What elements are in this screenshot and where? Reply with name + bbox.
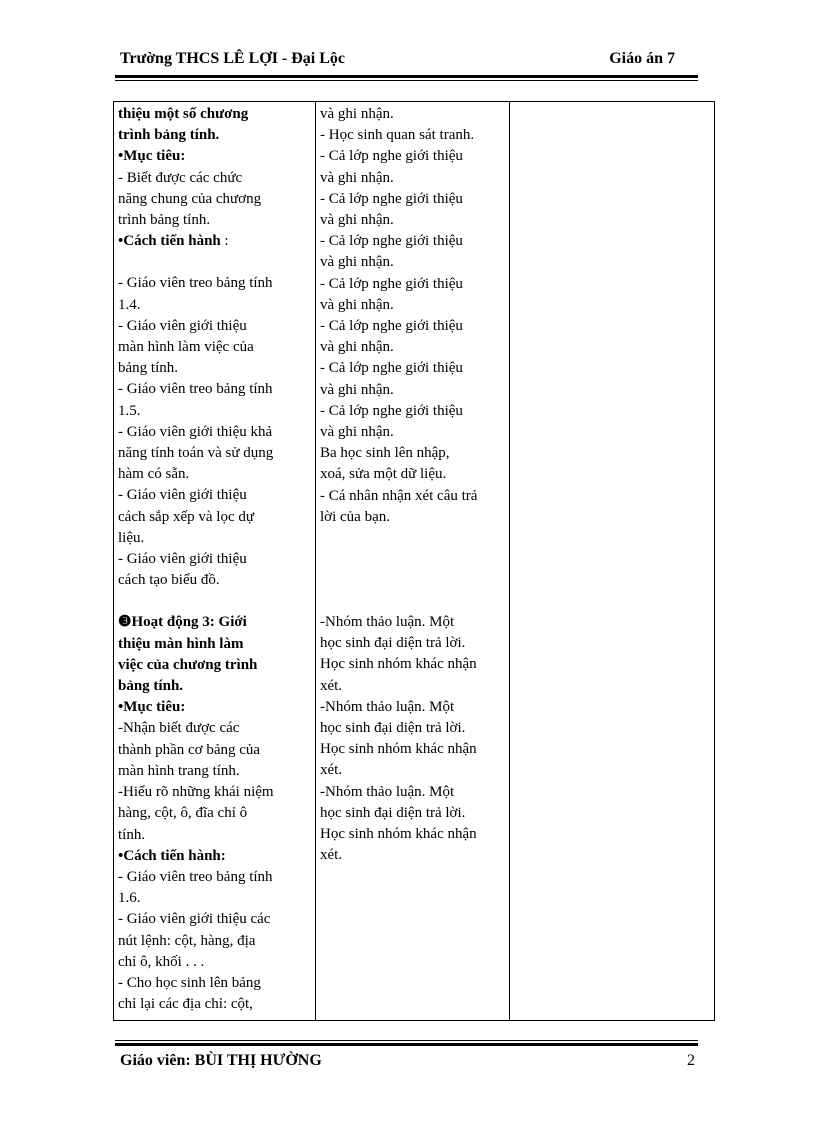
line-text: chỉ lại các địa chỉ: cột, (118, 996, 253, 1013)
text-line (118, 528, 311, 549)
line-text: và ghi nhận. (320, 381, 394, 398)
lesson-table (113, 101, 715, 1021)
line-text: liệu. (118, 529, 145, 546)
page-footer (120, 1052, 695, 1074)
text-line (320, 443, 505, 464)
text-line (118, 146, 311, 167)
text-line (118, 316, 311, 337)
line-text: •Mục tiêu: (118, 699, 186, 716)
text-line (320, 697, 505, 718)
line-text: bảng tính. (118, 678, 184, 695)
line-text: •Cách tiến hành: (118, 847, 226, 864)
text-line (118, 464, 311, 485)
footer-rule-thin (115, 1040, 698, 1041)
line-text: Học sinh nhóm khác nhận (320, 741, 477, 758)
text-line (320, 845, 505, 866)
text-line (320, 104, 505, 125)
line-text: - Giáo viên giới thiệu khả (118, 423, 273, 440)
blank-line (320, 570, 505, 591)
text-line (118, 443, 311, 464)
header-rule-thin (115, 80, 698, 81)
text-line (320, 507, 505, 528)
teacher-activity-list (118, 104, 311, 1015)
line-text: cách sắp xếp và lọc dự (118, 508, 254, 525)
line-text: và ghi nhận. (320, 424, 394, 441)
line-text: học sinh đại diện trả lời. (320, 720, 466, 737)
line-text: trình bảng tính. (118, 212, 211, 229)
text-line (320, 464, 505, 485)
text-line (320, 358, 505, 379)
text-line (118, 909, 311, 930)
line-text: thành phần cơ bảng của (118, 741, 261, 758)
line-text: - Giáo viên giới thiệu các (118, 911, 271, 928)
text-line (320, 718, 505, 739)
text-line (320, 295, 505, 316)
line-text: -Nhóm thảo luận. Một (320, 698, 455, 715)
line-text: học sinh đại diện trả lời. (320, 635, 466, 652)
text-line (118, 994, 311, 1015)
line-text: -Hiểu rõ những khái niệm (118, 784, 274, 801)
line-text: - Cả lớp nghe giới thiệu (320, 190, 463, 207)
line-text: xét. (320, 677, 343, 694)
line-text: -Nhận biết được các (118, 720, 240, 737)
line-text: ❸Hoạt động 3: Giới (118, 614, 247, 631)
line-text: - Cả lớp nghe giới thiệu (320, 233, 463, 250)
text-line (320, 337, 505, 358)
text-line (118, 231, 311, 252)
line-text: 1.5. (118, 402, 141, 419)
line-text: hàng, cột, ô, đĩa chỉ ô (118, 805, 248, 822)
text-line (118, 825, 311, 846)
line-suffix: : (220, 233, 229, 250)
line-text: hàm có sẵn. (118, 466, 190, 483)
text-line (118, 125, 311, 146)
text-line (118, 718, 311, 739)
line-text: năng tính toán và sử dụng (118, 445, 274, 462)
text-line (118, 337, 311, 358)
text-line (118, 570, 311, 591)
line-text: màn hình trang tính. (118, 762, 240, 779)
line-text: Ba học sinh lên nhập, (320, 445, 450, 462)
text-line (320, 824, 505, 845)
text-line (118, 189, 311, 210)
text-line (320, 486, 505, 507)
text-line (118, 507, 311, 528)
line-text: và ghi nhận. (320, 254, 394, 271)
text-line (320, 676, 505, 697)
blank-line (118, 591, 311, 612)
text-line (118, 846, 311, 867)
text-line (118, 973, 311, 994)
page-header (120, 50, 675, 72)
line-text: - Cả lớp nghe giới thiệu (320, 360, 463, 377)
text-line (118, 931, 311, 952)
line-text: - Giáo viên giới thiệu (118, 551, 247, 568)
text-line (320, 189, 505, 210)
line-text: -Nhóm thảo luận. Một (320, 783, 455, 800)
text-line (320, 612, 505, 633)
text-line (118, 379, 311, 400)
text-line (320, 168, 505, 189)
line-text: cách tạo biểu đồ. (118, 572, 220, 589)
text-line (118, 401, 311, 422)
line-text: - Cả lớp nghe giới thiệu (320, 402, 463, 419)
line-text: màn hình làm việc của (118, 339, 254, 356)
blank-line (320, 549, 505, 570)
line-text: - Giáo viên treo bảng tính (118, 275, 273, 292)
document-subject: Giáo án 7 (609, 50, 675, 67)
text-line (320, 803, 505, 824)
line-text: việc của chương trình (118, 656, 258, 673)
text-line (118, 273, 311, 294)
text-line (118, 422, 311, 443)
text-line (320, 633, 505, 654)
header-rule-thick (115, 75, 698, 78)
text-line (320, 231, 505, 252)
line-text: thiệu một số chương (118, 106, 249, 122)
line-text: thiệu màn hình làm (118, 635, 244, 652)
line-text: và ghi nhận. (320, 169, 394, 186)
line-text: - Giáo viên treo bảng tính (118, 868, 273, 885)
text-line (118, 952, 311, 973)
line-text: Học sinh nhóm khác nhận (320, 826, 477, 843)
text-line (320, 760, 505, 781)
text-line (118, 358, 311, 379)
text-line (118, 612, 311, 633)
line-text: xét. (320, 762, 343, 779)
student-activity-cell (316, 102, 510, 1021)
text-line (118, 761, 311, 782)
blank-line (320, 528, 505, 549)
line-text: Học sinh nhóm khác nhận (320, 656, 477, 673)
text-line (118, 634, 311, 655)
text-line (118, 888, 311, 909)
teacher-name: Giáo viên: BÙI THỊ HƯỜNG (120, 1052, 322, 1069)
line-text: - Cả lớp nghe giới thiệu (320, 148, 463, 165)
blank-line (320, 591, 505, 612)
line-text: tính. (118, 826, 146, 843)
line-text: •Cách tiến hành (118, 233, 221, 250)
line-text: 1.4. (118, 296, 141, 313)
text-line (320, 316, 505, 337)
text-line (118, 803, 311, 824)
text-line (320, 401, 505, 422)
line-text: trình bảng tính. (118, 127, 220, 144)
teacher-activity-cell (114, 102, 316, 1021)
line-text: và ghi nhận. (320, 106, 394, 122)
line-text: -Nhóm thảo luận. Một (320, 614, 455, 631)
text-line (320, 146, 505, 167)
blank-line (118, 252, 311, 273)
text-line (118, 676, 311, 697)
text-line (118, 549, 311, 570)
text-line (320, 125, 505, 146)
text-line (118, 210, 311, 231)
line-text: chỉ ô, khối . . . (118, 953, 205, 970)
text-line (118, 104, 311, 125)
page-number: 2 (687, 1052, 695, 1069)
line-text: - Cho học sinh lên bảng (118, 974, 261, 991)
line-text: - Cá nhân nhận xét câu trả (320, 487, 478, 504)
text-line (118, 697, 311, 718)
line-text: - Giáo viên giới thiệu (118, 317, 247, 334)
text-line (320, 380, 505, 401)
text-line (118, 782, 311, 803)
table-row (114, 102, 715, 1021)
text-line (320, 252, 505, 273)
line-text: nút lệnh: cột, hàng, địa (118, 932, 256, 949)
line-text: bảng tính. (118, 360, 178, 377)
text-line (320, 654, 505, 675)
text-line (320, 210, 505, 231)
line-text: và ghi nhận. (320, 296, 394, 313)
line-text: - Cả lớp nghe giới thiệu (320, 318, 463, 335)
line-text: xoá, sửa một dữ liệu. (320, 466, 447, 483)
line-text: lời của bạn. (320, 508, 390, 525)
text-line (118, 740, 311, 761)
line-text: - Cả lớp nghe giới thiệu (320, 275, 463, 292)
text-line (118, 485, 311, 506)
line-text: - Giáo viên giới thiệu (118, 487, 247, 504)
text-line (118, 168, 311, 189)
line-text: 1.6. (118, 890, 141, 907)
text-line (118, 867, 311, 888)
line-text: và ghi nhận. (320, 339, 394, 356)
line-text: và ghi nhận. (320, 212, 394, 229)
text-line (320, 274, 505, 295)
line-text: - Giáo viên treo bảng tính (118, 381, 273, 398)
text-line (320, 739, 505, 760)
line-text: •Mục tiêu: (118, 148, 186, 165)
text-line (320, 422, 505, 443)
line-text: xét. (320, 847, 343, 864)
text-line (320, 782, 505, 803)
school-name: Trường THCS LÊ LỢI - Đại Lộc (120, 50, 346, 67)
line-text: - Học sinh quan sát tranh. (320, 127, 475, 144)
line-text: học sinh đại diện trả lời. (320, 804, 466, 821)
student-activity-list (320, 104, 505, 867)
notes-cell (510, 102, 715, 1021)
footer-rule-thick (115, 1043, 698, 1046)
line-text: - Biết được các chức (118, 169, 243, 186)
text-line (118, 655, 311, 676)
line-text: năng chung của chương (118, 190, 262, 207)
text-line (118, 295, 311, 316)
